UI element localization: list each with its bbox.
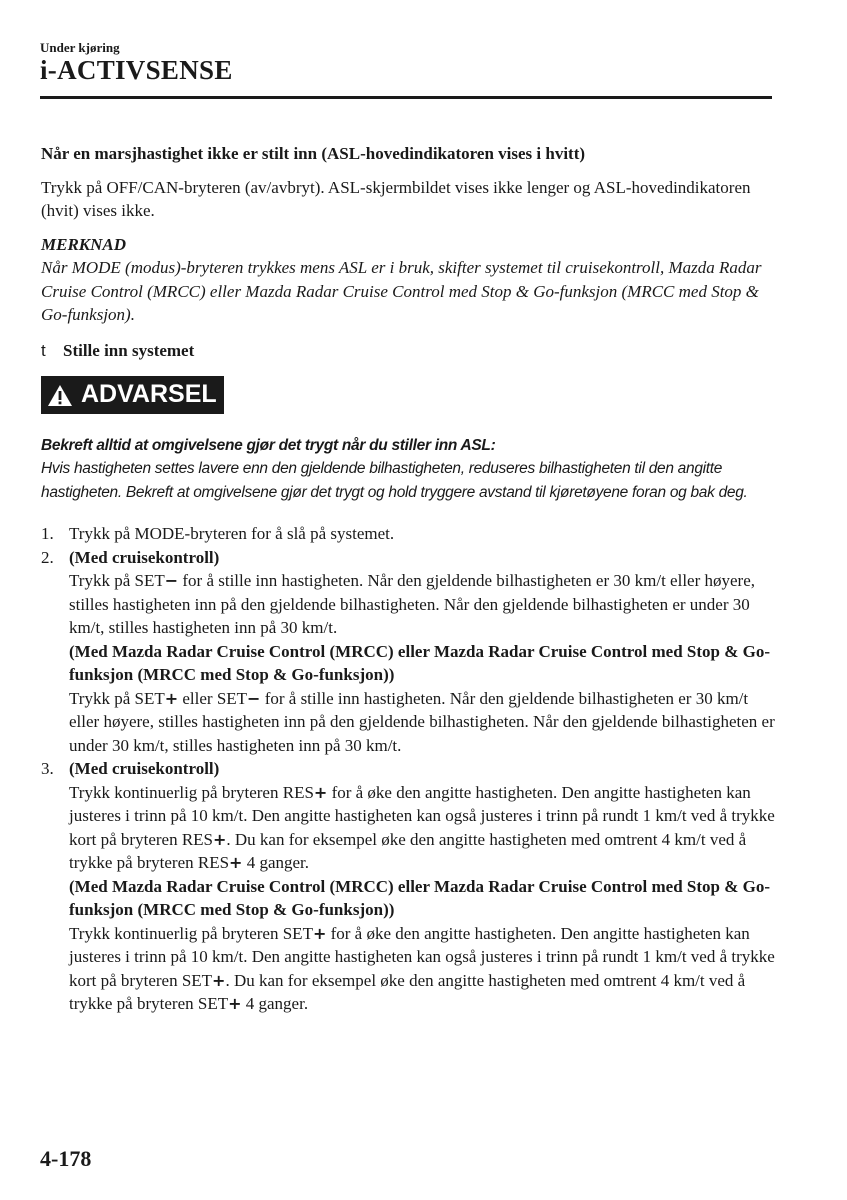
chapter-label: Under kjøring bbox=[40, 40, 120, 55]
plus-symbol: + bbox=[213, 829, 227, 849]
plus-symbol: + bbox=[212, 970, 226, 990]
plus-symbol: + bbox=[312, 923, 327, 943]
text-run: for å øke den angitte hastigheten. Den angitte hastigheten kan justeres i trinn på 10 km/t. Den angitte hastigheten kan også justeres i trinn på rundt 1 km/t ved å trykke kort på bryteren RES bbox=[69, 782, 775, 849]
note-label: MERKNAD bbox=[41, 234, 127, 254]
step-paragraph bbox=[69, 569, 776, 640]
step-text: Trykk på MODE-bryteren for å slå på systemet. bbox=[69, 524, 395, 543]
subheading-bullet: t bbox=[41, 340, 46, 360]
step-body bbox=[69, 546, 776, 758]
list-item bbox=[41, 522, 776, 546]
section-heading: Når en marsjhastighet ikke er stilt inn (ASL-hovedindikatoren vises i hvitt) bbox=[41, 144, 586, 163]
note-text: Når MODE (modus)-bryteren trykkes mens ASL er i bruk, skifter systemet til cruisekontroll, Mazda Radar Cruise Control (MRCC) eller Mazda Radar Cruise Control med Stop & Go-funksjon (MRCC med Stop & Go-funksjon). bbox=[41, 258, 762, 324]
title-divider bbox=[40, 96, 772, 99]
text-run: 4 ganger. bbox=[241, 994, 309, 1013]
step-subheading: (Med Mazda Radar Cruise Control (MRCC) eller Mazda Radar Cruise Control med Stop & Go-funksjon (MRCC med Stop & Go-funksjon)) bbox=[69, 876, 771, 919]
text-run: eller SET bbox=[178, 688, 248, 708]
plus-symbol: + bbox=[229, 853, 243, 872]
plus-symbol: + bbox=[228, 994, 242, 1013]
list-item bbox=[41, 546, 776, 758]
warning-triangle-icon bbox=[47, 384, 73, 407]
step-subheading: (Med Mazda Radar Cruise Control (MRCC) eller Mazda Radar Cruise Control med Stop & Go-funksjon (MRCC med Stop & Go-funksjon)) bbox=[69, 641, 771, 684]
warning-badge bbox=[41, 376, 224, 414]
step-number: 2. bbox=[41, 547, 54, 567]
minus-symbol: − bbox=[164, 571, 179, 590]
step-paragraph bbox=[69, 922, 776, 1016]
warning-heading: Bekreft alltid at omgivelsene gjør det trygt når du stiller inn ASL: bbox=[41, 437, 496, 454]
subheading bbox=[41, 339, 776, 363]
plus-symbol: + bbox=[313, 782, 328, 802]
steps-list bbox=[41, 522, 776, 1016]
warning-text: Hvis hastigheten settes lavere enn den gjeldende bilhastigheten, reduseres bilhastigheten til den angitte hastigheten. Bekreft at omgivelsene gjør det trygt og hold tryggere avstand til kjøretøyene foran og bak deg. bbox=[41, 460, 748, 501]
warning-label: ADVARSEL bbox=[81, 380, 217, 409]
section-body: Trykk på OFF/CAN-bryteren (av/avbryt). ASL-skjermbildet vises ikke lenger og ASL-hovedindikatoren (hvit) vises ikke. bbox=[41, 177, 751, 220]
text-run: for å øke den angitte hastigheten. Den angitte hastigheten kan justeres i trinn på 10 km/t. Den angitte hastigheten kan også justeres i trinn på rundt 1 km/t ved å trykke kort på bryteren SET bbox=[69, 923, 775, 990]
step-number: 3. bbox=[41, 759, 54, 778]
page-title: i-ACTIVSENSE bbox=[40, 55, 233, 85]
main-content bbox=[41, 142, 776, 1016]
text-run: . Du kan for eksempel øke den angitte hastigheten med omtrent 4 km/t ved å trykke på bryteren RES bbox=[69, 829, 747, 872]
step-paragraph bbox=[69, 781, 776, 875]
subheading-text: Stille inn systemet bbox=[63, 340, 195, 360]
text-run: 4 ganger. bbox=[242, 853, 310, 872]
step-subheading: (Med cruisekontroll) bbox=[69, 547, 220, 567]
step-subheading: (Med cruisekontroll) bbox=[69, 759, 220, 778]
text-run: . Du kan for eksempel øke den angitte hastigheten med omtrent 4 km/t ved å trykke på bryteren SET bbox=[69, 970, 746, 1013]
page-number: 4-178 bbox=[40, 1146, 92, 1171]
text-run: Trykk på SET bbox=[69, 688, 165, 708]
step-number: 1. bbox=[41, 524, 54, 543]
list-item bbox=[41, 757, 776, 1016]
text-run: Trykk på SET bbox=[69, 571, 165, 590]
plus-symbol: + bbox=[164, 688, 179, 708]
text-run: for å stille inn hastigheten. Når den gjeldende bilhastigheten er 30 km/t eller høyere, stilles hastigheten inn på den gjeldende bilhastigheten. Når den gjeldende bilhastigheten er under 30 km/t, stilles hastigheten inn på 30 km/t. bbox=[69, 571, 755, 637]
step-body bbox=[69, 757, 776, 1016]
step-paragraph bbox=[69, 687, 776, 758]
text-run: for å stille inn hastigheten. Når den gjeldende bilhastigheten er 30 km/t eller høyere, stilles hastigheten inn på den gjeldende bilhastigheten. Når den gjeldende bilhastigheten er under 30 km/t, stilles hastigheten inn på 30 km/t. bbox=[69, 688, 775, 755]
minus-symbol: − bbox=[247, 688, 261, 708]
text-run: Trykk kontinuerlig på bryteren SET bbox=[69, 923, 313, 943]
text-run: Trykk kontinuerlig på bryteren RES bbox=[69, 782, 314, 802]
